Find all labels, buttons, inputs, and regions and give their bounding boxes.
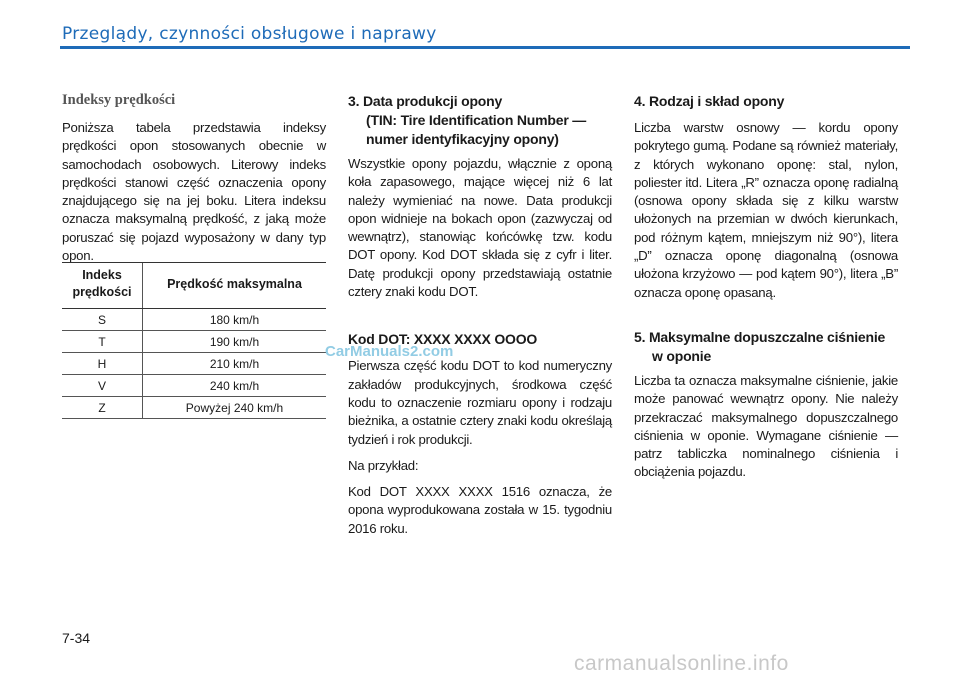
table-cell: 240 km/h (143, 375, 327, 397)
table-header-cell: Prędkość maksymalna (143, 263, 327, 309)
watermark: CarManuals2.com (325, 343, 454, 360)
heading-line: numer identyfikacyjny opony) (366, 131, 559, 147)
section-heading-max-pressure (634, 328, 898, 366)
table-cell: V (62, 375, 143, 397)
table-row (62, 331, 326, 353)
heading-line: 3. Data produkcji opony (348, 93, 503, 109)
example-paragraph: Kod DOT XXXX XXXX 1516 oznacza, że opona wyprodukowana została w 15. tygodniu 2016 roku. (348, 484, 612, 536)
table-cell: H (62, 353, 143, 375)
speed-index-paragraph: Poniższa tabela przedstawia indeksy prędkości opon stosowanych obecnie w samochodach osobowych. Literowy indeks prędkości stanowi część oznaczenia opony znajdującego się na jej boku. Litera indeksu oznacza maksymalną prędkość, z jaką może poruszać się pojazd wyposażony w dany typ opon. (62, 120, 326, 264)
footer-watermark: carmanualsonline.info (574, 652, 789, 675)
heading-line: w oponie (652, 347, 712, 364)
header-rule (60, 46, 910, 49)
section-heading-production-date (348, 92, 612, 149)
table-cell: Z (62, 397, 143, 419)
production-date-paragraph: Wszystkie opony pojazdu, włącznie z oponą koła zapasowego, mające więcej niż 6 lat należy wymieniać na nowe. Data produkcji opon widnieje na bokach opon (zazwyczaj od wewnątrz), stanowiąc końcówkę tzw. kodu DOT opony. Kod DOT składa się z cyfr i liter. Datę produkcji opony przedstawiają ostatnie cztery znaki kodu DOT. (348, 156, 612, 300)
table-cell: S (62, 309, 143, 331)
column-left (62, 92, 326, 265)
table-header-row (62, 263, 326, 309)
heading-line: (TIN: Tire Identification Number — (366, 112, 587, 128)
table-cell: T (62, 331, 143, 353)
column-right (634, 92, 898, 482)
table-cell: Powyżej 240 km/h (143, 397, 327, 419)
table-cell: 190 km/h (143, 331, 327, 353)
dot-code-heading: Kod DOT: XXXX XXXX OOOO (348, 331, 538, 348)
dot-code-paragraph: Pierwsza część kodu DOT to kod numeryczny zakładów produkcyjnych, środkowa część kodu to oznaczenie rozmiaru opony i rodzaju bieżnika, a ostatnie cztery znaki kodu określają tydzień i rok produkcji. (348, 358, 612, 447)
table-cell: 180 km/h (143, 309, 327, 331)
column-middle (348, 92, 612, 538)
speed-index-table (62, 262, 326, 419)
section-heading-speed-index: Indeksy prędkości (62, 92, 176, 108)
table-row (62, 375, 326, 397)
table-row (62, 397, 326, 419)
table-header-cell: Indeks prędkości (62, 263, 143, 309)
table-row (62, 353, 326, 375)
tire-type-paragraph: Liczba warstw osnowy — kordu opony pokrytego gumą. Podane są również materiały, z których wykonano oponę: stal, nylon, poliester itd. Litera „R” oznacza oponę radialną (osnowa opony składa się z kilku warstw ułożonych na przemian w dwóch kierunkach, pod różnym kątem, mniejszym niż 90°), litera „D” oznacza oponę diagonalną (osnowa ułożona krzyżowo — pod kątem 90°), litera „B” oznacza oponę opasaną. (634, 120, 898, 300)
table-row (62, 309, 326, 331)
example-label: Na przykład: (348, 457, 419, 473)
section-heading-tire-type: 4. Rodzaj i skład opony (634, 93, 785, 109)
chapter-title: Przeglądy, czynności obsługowe i naprawy (62, 24, 437, 44)
max-pressure-paragraph: Liczba ta oznacza maksymalne ciśnienie, jakie może panować wewnątrz opony. Nie należy przekraczać maksymalnego dopuszczalnego ciśnienia w oponie. Wymagane ciśnienie — patrz tabliczka nominalnego ciśnienia i obciążenia pojazdu. (634, 372, 898, 480)
table-cell: 210 km/h (143, 353, 327, 375)
heading-line: 5. Maksymalne dopuszczalne ciśnienie (634, 328, 886, 345)
page-number: 7-34 (62, 630, 91, 646)
